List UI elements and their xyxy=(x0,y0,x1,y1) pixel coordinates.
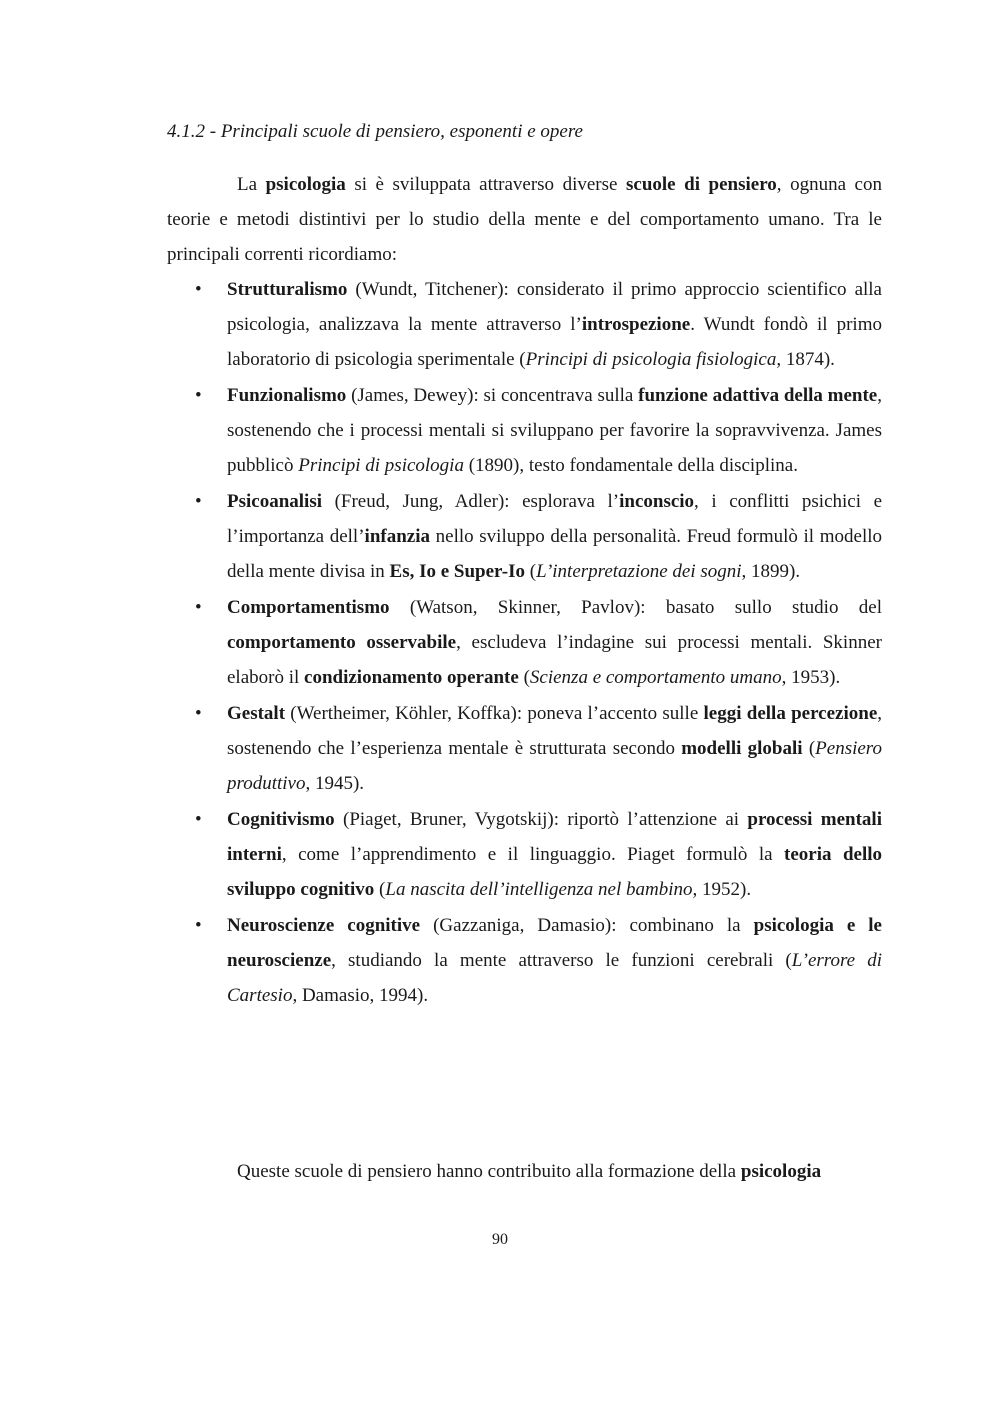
text-run: (Wundt, Titchener): considerato il primo approccio scientifico alla psicologia, analizzava la mente attraverso l’ xyxy=(227,279,882,335)
list-item-text xyxy=(227,279,882,370)
text-run: , studiando la mente attraverso le funzioni cerebrali ( xyxy=(331,950,792,971)
italic-title: Pensiero produttivo xyxy=(227,738,882,794)
bold-text: teoria dello sviluppo cognitivo xyxy=(227,844,882,900)
bullet-icon: • xyxy=(195,915,202,936)
bold-text: funzione adattiva della mente xyxy=(638,385,878,406)
text-run: , ognuna con teorie e metodi distintivi per lo studio della mente e del comportamento umano. Tra le principali correnti ricordiamo: xyxy=(167,174,882,265)
closing-paragraph xyxy=(167,1154,882,1189)
bold-text: Comportamentismo xyxy=(227,597,390,618)
list-item-gestalt xyxy=(167,696,882,801)
schools-list xyxy=(167,272,882,1014)
bold-text: psicologia xyxy=(740,1161,822,1182)
bold-text: processi mentali interni xyxy=(227,809,882,865)
list-item-funzionalismo xyxy=(167,378,882,483)
bullet-icon: • xyxy=(195,385,202,406)
list-item-neuroscienze xyxy=(167,908,882,1013)
italic-title: Principi di psicologia xyxy=(298,455,464,476)
list-item-cognitivismo xyxy=(167,802,882,907)
bullet-icon: • xyxy=(195,279,202,300)
intro-paragraph xyxy=(167,167,882,272)
list-item-psicoanalisi xyxy=(167,484,882,589)
text-run: , 1953). xyxy=(781,667,841,688)
text-run: (James, Dewey): si concentrava sulla xyxy=(346,385,639,406)
text-run: , 1945). xyxy=(305,773,365,794)
bold-text: introspezione xyxy=(581,314,691,335)
text-run: ( xyxy=(374,879,386,900)
bullet-icon: • xyxy=(195,597,202,618)
text-run: ( xyxy=(802,738,816,759)
list-item-comportamentismo xyxy=(167,590,882,695)
list-item-text xyxy=(227,915,882,1006)
bold-text: psicologia xyxy=(265,174,346,195)
text-run: nello sviluppo della personalità. Freud formulò il modello della mente divisa in xyxy=(227,526,883,582)
text-run: (Watson, Skinner, Pavlov): basato sullo studio del xyxy=(389,597,882,618)
text-run: Queste scuole di pensiero hanno contribuito alla formazione della xyxy=(237,1161,741,1182)
text-run: , Damasio, 1994). xyxy=(292,985,429,1006)
list-item-text xyxy=(227,703,882,794)
italic-title: L’interpretazione dei sogni xyxy=(536,561,742,582)
bold-text: Psicoanalisi xyxy=(227,491,323,512)
text-run: . Wundt fondò il primo laboratorio di psicologia sperimentale ( xyxy=(227,314,882,370)
bold-text: Neuroscienze cognitive xyxy=(227,915,421,936)
text-run: , sostenendo che i processi mentali si sviluppano per favorire la sopravvivenza. James pubblicò xyxy=(227,385,882,476)
italic-title: La nascita dell’intelligenza nel bambino xyxy=(385,879,693,900)
text-run: ( xyxy=(518,667,530,688)
text-run: , 1874). xyxy=(776,349,835,370)
text-run: , 1899). xyxy=(741,561,801,582)
bold-text: Cognitivismo xyxy=(227,809,335,830)
bullet-icon: • xyxy=(195,491,202,512)
text-run: ( xyxy=(525,561,537,582)
italic-title: Scienza e comportamento umano xyxy=(529,667,782,688)
bold-text: comportamento osservabile xyxy=(227,632,457,653)
text-run: (Piaget, Bruner, Vygotskij): riportò l’attenzione ai xyxy=(334,809,748,830)
bullet-icon: • xyxy=(195,809,202,830)
text-run: (Gazzaniga, Damasio): combinano la xyxy=(420,915,754,936)
text-run: , come l’apprendimento e il linguaggio. Piaget formulò la xyxy=(281,844,784,865)
text-run: (Wertheimer, Köhler, Koffka): poneva l’accento sulle xyxy=(285,703,704,724)
text-run: , escludeva l’indagine sui processi mentali. Skinner elaborò il xyxy=(227,632,882,688)
bold-text: psicologia e le neuroscienze xyxy=(227,915,882,971)
bold-text: inconscio xyxy=(619,491,695,512)
list-item-text xyxy=(227,491,882,582)
bold-text: scuole di pensiero xyxy=(626,174,777,195)
bold-text: Strutturalismo xyxy=(227,279,348,300)
italic-title: Principi di psicologia fisiologica xyxy=(525,349,777,370)
bold-text: Gestalt xyxy=(227,703,286,724)
italic-title: L’errore di Cartesio xyxy=(227,950,882,1006)
page-number: 90 xyxy=(492,1231,508,1248)
list-item-strutturalismo xyxy=(167,272,882,377)
list-item-text xyxy=(227,385,882,476)
text-run: , i conflitti psichici e l’importanza dell’ xyxy=(227,491,882,547)
bold-text: infanzia xyxy=(364,526,430,547)
bold-text: modelli globali xyxy=(681,738,803,759)
bold-text: Es, Io e Super-Io xyxy=(389,561,525,582)
list-item-text xyxy=(227,809,882,900)
list-item-text xyxy=(227,597,882,688)
text-run: si è sviluppata attraverso diverse xyxy=(345,174,626,195)
text-run: (1890), testo fondamentale della disciplina. xyxy=(463,455,798,476)
text-run: , 1952). xyxy=(692,879,752,900)
bold-text: leggi della percezione xyxy=(703,703,878,724)
bold-text: Funzionalismo xyxy=(227,385,347,406)
text-run: La xyxy=(237,174,266,195)
text-run: , sostenendo che l’esperienza mentale è strutturata secondo xyxy=(227,703,883,759)
bullet-icon: • xyxy=(195,703,202,724)
text-run: (Freud, Jung, Adler): esplorava l’ xyxy=(322,491,620,512)
bold-text: condizionamento operante xyxy=(304,667,519,688)
section-heading: 4.1.2 - Principali scuole di pensiero, esponenti e opere xyxy=(167,121,583,142)
